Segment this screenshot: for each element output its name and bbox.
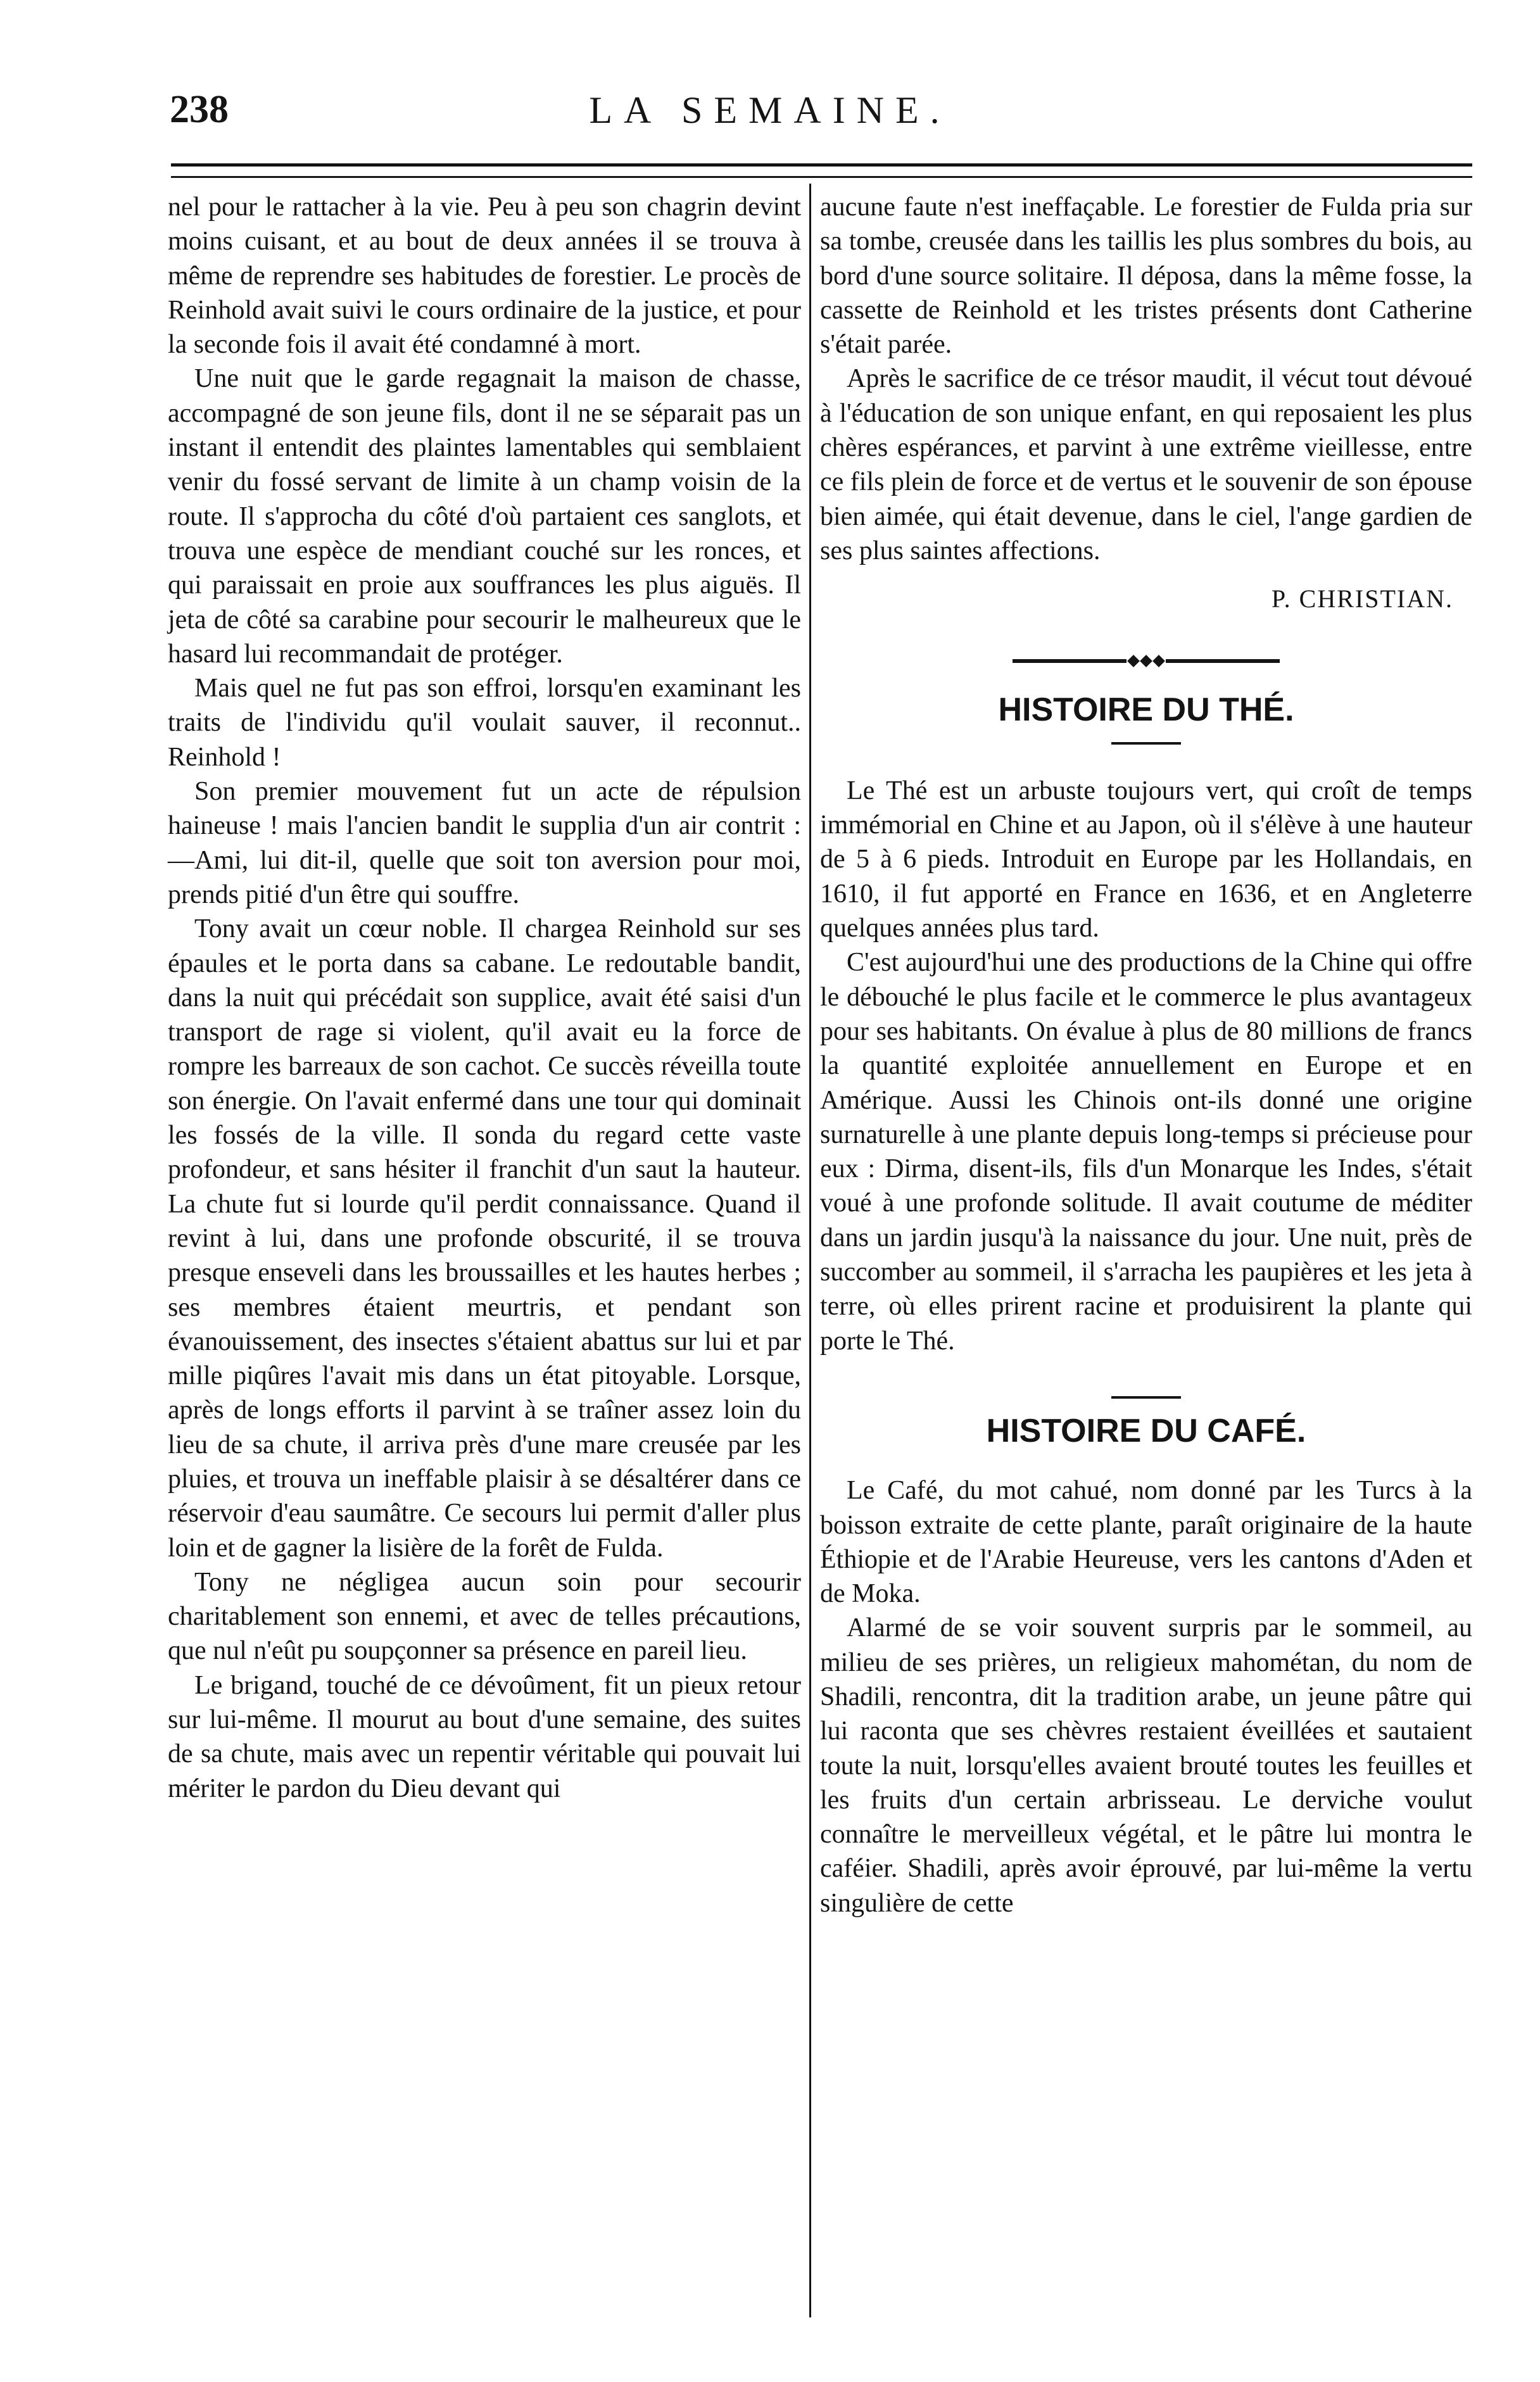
page-number: 238 xyxy=(170,88,229,131)
left-column xyxy=(168,190,801,1806)
paragraph: Après le sacrifice de ce trésor maudit, il vécut tout dévoué à l'éducation de son unique enfant, en qui reposaient les plus chères espérances, et parvint à une extrême vieillesse, entre ce fils plein de force et de vertus et le souvenir de son épouse bien aimée, qui était devenue, dans le ciel, l'ange gardien de ses plus saintes affections. xyxy=(820,364,1472,565)
journal-title: LA SEMAINE. xyxy=(589,89,951,131)
header-rule-thin xyxy=(171,176,1472,178)
tea-section-title: HISTOIRE DU THÉ. xyxy=(998,691,1294,728)
paragraph: C'est aujourd'hui une des productions de la Chine qui offre le débouché le plus facile et le commerce le plus avantageux pour ses habitants. On évalue à plus de 80 millions de francs la quantité exploitée annuellement en Europe et en Amérique. Aussi les Chinois ont-ils donné une origine surnaturelle à une plante depuis long-temps si précieuse pour eux : Dirma, disent-ils, fils d'un Monarque les Indes, s'était voué à une profonde solitude. Il avait coutume de méditer dans un jardin jusqu'à la naissance du jour. Une nuit, près de succomber au sommeil, il s'arracha les paupières et les jeta à terre, où elles prirent racine et produisirent la plante qui porte le Thé. xyxy=(820,948,1472,1356)
right-column xyxy=(820,190,1472,1920)
paragraph: Son premier mouvement fut un acte de répulsion haineuse ! mais l'ancien bandit le supplia d'un air contrit : —Ami, lui dit-il, quelle que soit ton aversion pour moi, prends pitié d'un être qui souffre. xyxy=(168,777,801,909)
paragraph: Mais quel ne fut pas son effroi, lorsqu'en examinant les traits de l'individu qu'il voulait sauver, il reconnut.. Reinhold ! xyxy=(168,674,801,772)
paragraph: Alarmé de se voir souvent surpris par le sommeil, au milieu de ses prières, un religieux mahométan, du nom de Shadili, rencontra, dit la tradition arabe, un jeune pâtre qui lui raconta que ses chèvres restaient éveillées et sautaient toute la nuit, lorsqu'elles avaient brouté toutes les feuilles et les fruits d'un certain arbrisseau. Le derviche voulut connaître le merveilleux végétal, et le pâtre lui montra le caféier. Shadili, après avoir éprouvé, par lui-même la vertu singulière de cette xyxy=(820,1613,1472,1918)
page-header xyxy=(0,0,1540,190)
paragraph: Le Thé est un arbuste toujours vert, qui croît de temps immémorial en Chine et au Japon, où il s'élève à une hauteur de 5 à 6 pieds. Introduit en Europe par les Hollandais, en 1610, il fut apporté en France en 1636, et en Angleterre quelques années plus tard. xyxy=(820,776,1472,943)
section-rule xyxy=(1111,1396,1181,1399)
paragraph: Tony avait un cœur noble. Il chargea Reinhold sur ses épaules et le porta dans sa cabane. Le redoutable bandit, dans la nuit qui précédait son supplice, avait été saisi d'un transport de rage si violent, qu'il avait eu la force de rompre les barreaux de son cachot. Ce succès réveilla toute son énergie. On l'avait enfermé dans une tour qui dominait les fossés de la ville. Il sonda du regard cette vaste profondeur, et sans hésiter il franchit d'un saut la hauteur. La chute fut si lourde qu'il perdit connaissance. Quand il revint à lui, dans une profonde obscurité, il se trouva presque enseveli dans les broussailles et les hautes herbes ; ses membres étaient meurtris, et pendant son évanouissement, des insectes s'étaient abattus sur lui et par mille piqûres l'avait mis dans un état pitoyable. Lorsque, après de longs efforts il parvint à se traîner assez loin du lieu de sa chute, il arriva près d'une mare creusée par les pluies, et trouva un ineffable plaisir à se désaltérer dans ce réservoir d'eau saumâtre. Ce secours lui permit d'aller plus loin et de gagner la lisière de la forêt de Fulda. xyxy=(168,914,801,1563)
paragraph: Le Café, du mot cahué, nom donné par les Turcs à la boisson extraite de cette plante, paraît originaire de la haute Éthiopie et de l'Arabie Heureuse, vers les cantons d'Aden et de Moka. xyxy=(820,1476,1472,1609)
paragraph: nel pour le rattacher à la vie. Peu à peu son chagrin devint moins cuisant, et au bout de deux années il se trouva à même de reprendre ses habitudes de forestier. Le procès de Reinhold avait suivi le cours ordinaire de la justice, et pour la seconde fois il avait été condamné à mort. xyxy=(168,192,801,360)
coffee-section-title: HISTOIRE DU CAFÉ. xyxy=(986,1412,1306,1449)
header-rule xyxy=(171,163,1472,167)
section-rule xyxy=(1111,742,1181,745)
paragraph: Tony ne négligea aucun soin pour secourir charitablement son ennemi, et avec de telles précautions, que nul n'eût pu soupçonner sa présence en pareil lieu. xyxy=(168,1567,801,1666)
author-signature: P. CHRISTIAN. xyxy=(1271,584,1453,614)
column-divider xyxy=(809,184,811,2317)
paragraph: Le brigand, touché de ce dévoûment, fit un pieux retour sur lui-même. Il mourut au bout d'une semaine, des suites de sa chute, mais avec un repentir véritable qui pouvait lui mériter le pardon du Dieu devant qui xyxy=(168,1670,801,1803)
section-ornament xyxy=(820,655,1472,667)
paragraph: Une nuit que le garde regagnait la maison de chasse, accompagné de son jeune fils, dont il ne se séparait pas un instant il entendit des plaintes lamentables qui semblaient venir du fossé servant de limite à un champ voisin de la route. Il s'approcha du côté d'où partaient ces sanglots, et trouva une espèce de mendiant couché sur les ronces, et qui paraissait en proie aux souffrances les plus aiguës. Il jeta de côté sa carabine pour secourir le malheureux que le hasard lui recommandait de protéger. xyxy=(168,364,801,669)
paragraph: aucune faute n'est ineffaçable. Le forestier de Fulda pria sur sa tombe, creusée dans les taillis les plus sombres du bois, au bord d'une source solitaire. Il déposa, dans la même fosse, la cassette de Reinhold et les tristes présents dont Catherine s'était parée. xyxy=(820,192,1472,360)
